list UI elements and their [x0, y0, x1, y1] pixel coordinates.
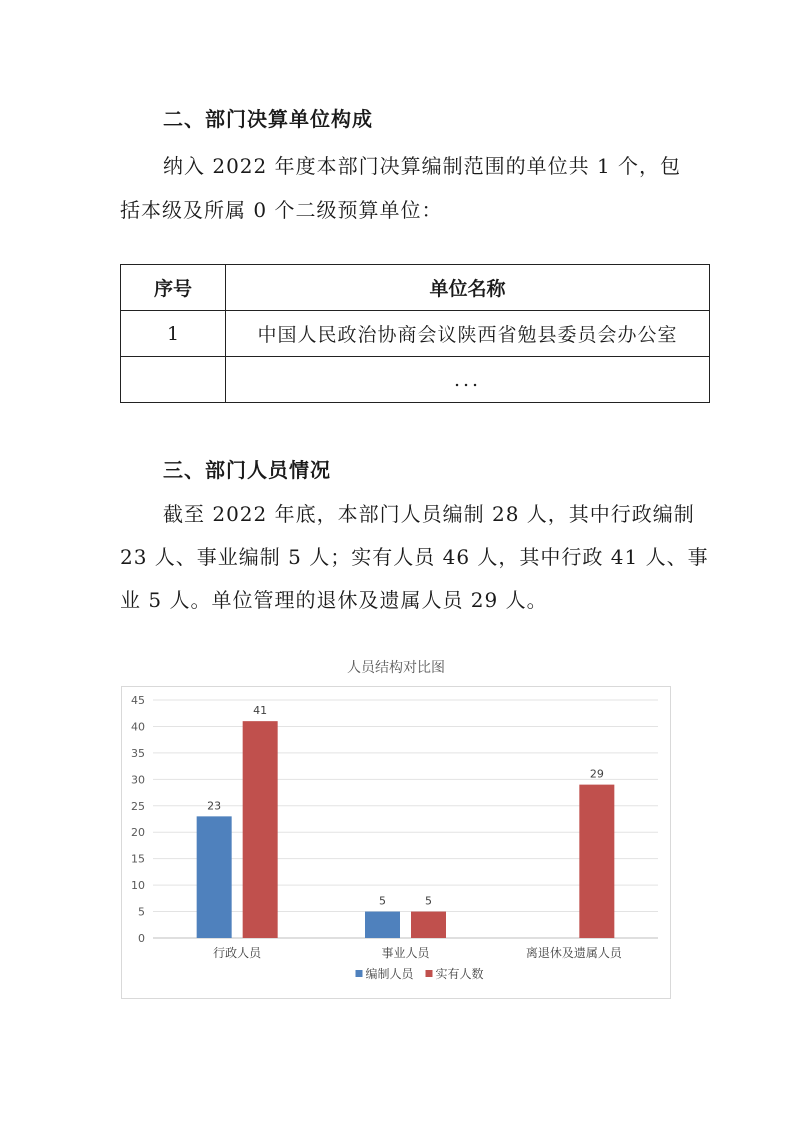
y-tick-label: 10 [131, 879, 145, 893]
section2-paragraph-line2: 括本级及所属 0 个二级预算单位： [120, 198, 443, 222]
header-index: 序号 [121, 265, 226, 311]
bar-chart [122, 687, 670, 998]
x-tick-label: 行政人员 [213, 946, 262, 960]
legend-label: 编制人员 [365, 967, 414, 981]
table-row [121, 357, 710, 403]
legend-swatch [426, 970, 433, 977]
y-tick-label: 40 [131, 720, 145, 734]
bar-value-label: 5 [425, 894, 432, 908]
y-tick-label: 25 [131, 799, 145, 813]
bar [365, 912, 400, 938]
table-row [121, 311, 710, 357]
bar-value-label: 41 [253, 704, 268, 718]
y-tick-label: 0 [138, 932, 145, 945]
y-tick-label: 20 [131, 826, 145, 840]
cell-index [121, 357, 226, 403]
section2-paragraph-line1: 纳入 2022 年度本部门决算编制范围的单位共 1 个，包 [163, 154, 682, 178]
section3-paragraph-line3: 业 5 人。单位管理的退休及遗属人员 29 人。 [120, 588, 548, 612]
y-tick-label: 35 [131, 746, 145, 760]
x-tick-label: 事业人员 [381, 946, 430, 960]
section2-heading: 二、部门决算单位构成 [163, 107, 373, 131]
chart-title: 人员结构对比图 [347, 660, 445, 676]
y-tick-label: 45 [131, 694, 145, 707]
bar [579, 785, 614, 938]
bar [197, 816, 232, 938]
legend-label: 实有人数 [435, 967, 484, 981]
x-tick-label: 离退休及遗属人员 [525, 946, 622, 960]
y-tick-label: 15 [131, 852, 145, 866]
bar-value-label: 23 [207, 799, 222, 813]
y-tick-label: 5 [138, 905, 145, 919]
legend-swatch [356, 970, 363, 977]
cell-index: 1 [121, 311, 226, 357]
header-unit-name: 单位名称 [226, 265, 710, 311]
unit-table [120, 264, 710, 403]
bar [243, 721, 278, 938]
table-header-row [121, 265, 710, 311]
y-tick-label: 30 [131, 773, 145, 787]
cell-unit-name: 中国人民政治协商会议陕西省勉县委员会办公室 [226, 311, 710, 357]
section3-paragraph-line1: 截至 2022 年底，本部门人员编制 28 人，其中行政编制 [163, 502, 695, 526]
chart-frame [121, 686, 671, 999]
bar-value-label: 5 [379, 894, 386, 908]
bar [411, 912, 446, 938]
section3-paragraph-line2: 23 人、事业编制 5 人；实有人员 46 人，其中行政 41 人、事 [120, 545, 709, 569]
cell-unit-name: ... [226, 357, 710, 403]
bar-value-label: 29 [589, 767, 604, 781]
section3-heading: 三、部门人员情况 [163, 458, 331, 482]
